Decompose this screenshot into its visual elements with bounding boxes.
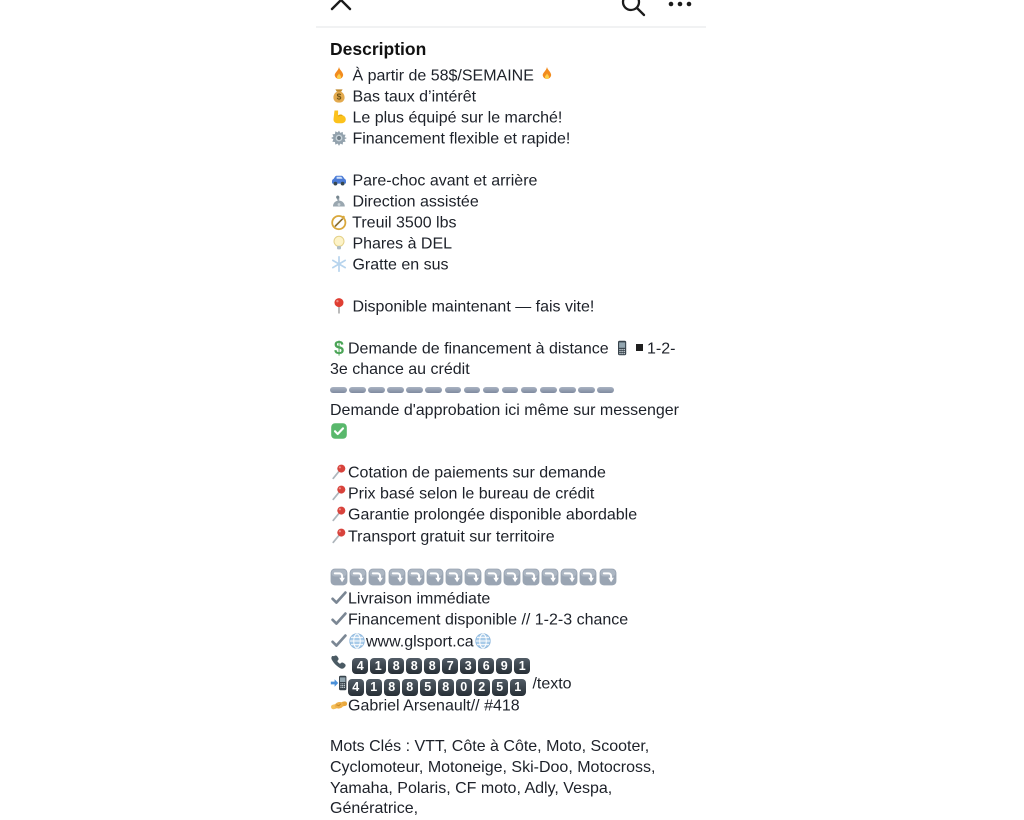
- description-text: Gratte en sus: [348, 256, 449, 274]
- keycap-digit: 9: [496, 658, 512, 675]
- mechanical-arm-icon: [330, 192, 348, 210]
- arrow-curving-down-icon: [503, 568, 521, 586]
- arrow-curving-down-icon: [599, 568, 617, 586]
- description-text: www.glsport.ca: [366, 633, 474, 651]
- pushpin-icon: [330, 484, 348, 502]
- check-mark-icon: [330, 589, 348, 607]
- pushpin-icon: [330, 505, 348, 523]
- heavy-minus-icon: [406, 387, 423, 393]
- description-line: [330, 171, 692, 192]
- flexed-biceps-icon: [330, 108, 348, 126]
- description-text: Transport gratuit sur territoire: [348, 528, 555, 546]
- description-text: Cotation de paiements sur demande: [348, 464, 606, 482]
- description-text: Demande de financement à distance: [348, 340, 614, 358]
- description-text: Garantie prolongée disponible abordable: [348, 506, 638, 524]
- blank-line: [330, 443, 692, 464]
- search-icon[interactable]: [620, 0, 647, 23]
- globe-icon: [348, 632, 366, 650]
- description-text: Treuil 3500 lbs: [348, 214, 457, 232]
- description-line: [330, 527, 692, 548]
- pushpin-icon: [330, 527, 348, 545]
- heavy-dollar-icon: [330, 339, 348, 357]
- keycap-digit: 8: [438, 679, 454, 696]
- arrow-curving-down-icon: [541, 568, 559, 586]
- keycap-digit: 8: [406, 658, 422, 675]
- description-line: [330, 484, 692, 505]
- telephone-receiver-icon: [330, 653, 348, 671]
- description-line: [330, 339, 692, 381]
- keycap-digit: 1: [510, 679, 526, 696]
- description-text: Livraison immédiate: [348, 590, 491, 608]
- arrow-curving-down-icon: [579, 568, 597, 586]
- keycap-digit: 3: [460, 658, 476, 675]
- arrow-curving-down-icon: [330, 568, 348, 586]
- arrow-curving-down-icon: [388, 568, 406, 586]
- heavy-minus-icon: [464, 387, 481, 393]
- blank-line: [330, 717, 692, 738]
- heavy-minus-icon: [483, 387, 500, 393]
- heavy-minus-icon: [578, 387, 595, 393]
- keycap-digit: 5: [420, 679, 436, 696]
- description-line: [330, 568, 692, 589]
- description-text: Bas taux d’intérêt: [348, 88, 477, 106]
- description-text: À partir de 58$/SEMAINE: [348, 67, 539, 85]
- description-line: [330, 610, 692, 631]
- description-line: [330, 192, 692, 213]
- description-text: 1-2-3e chance au crédit: [330, 340, 676, 378]
- description-line: [330, 589, 692, 610]
- description-text: Gabriel Arsenault// #418: [348, 697, 520, 715]
- description-line: [330, 632, 692, 653]
- check-mark-button-icon: [330, 422, 348, 440]
- description-line: [330, 505, 692, 526]
- heavy-minus-icon: [349, 387, 366, 393]
- arrow-curving-down-icon: [464, 568, 482, 586]
- topbar-divider: [316, 26, 706, 28]
- keycap-digit: 1: [366, 679, 382, 696]
- compass-icon: [330, 213, 348, 231]
- keycap-digit: 4: [352, 658, 368, 675]
- arrow-curving-down-icon: [445, 568, 463, 586]
- heavy-minus-icon: [425, 387, 442, 393]
- heavy-minus-icon: [559, 387, 576, 393]
- heavy-minus-icon: [540, 387, 557, 393]
- check-mark-icon: [330, 610, 348, 628]
- heavy-minus-icon: [445, 387, 462, 393]
- mobile-phone-arrow-icon: [330, 674, 348, 692]
- description-section: [316, 28, 706, 820]
- keycap-digit: 7: [442, 658, 458, 675]
- description-text: Direction assistée: [348, 193, 479, 211]
- globe-icon: [474, 632, 492, 650]
- section-title: Description: [330, 39, 427, 59]
- description-line: [330, 66, 692, 87]
- heavy-minus-icon: [521, 387, 538, 393]
- keycap-digit: 8: [424, 658, 440, 675]
- heavy-minus-icon: [368, 387, 385, 393]
- handshake-icon: [330, 696, 348, 714]
- description-text: Le plus équipé sur le marché!: [348, 109, 563, 127]
- car-icon: [330, 171, 348, 189]
- more-options-icon[interactable]: [667, 0, 693, 14]
- description-text: Financement flexible et rapide!: [348, 130, 571, 148]
- keycap-digit: 8: [402, 679, 418, 696]
- description-text: Disponible maintenant — fais vite!: [348, 298, 595, 316]
- keycap-digit: 1: [370, 658, 386, 675]
- description-line: [330, 87, 692, 108]
- keycap-digit: 8: [384, 679, 400, 696]
- blank-line: [330, 318, 692, 339]
- description-line: [330, 255, 692, 276]
- mobile-phone-icon: [613, 339, 631, 357]
- heavy-minus-icon: [502, 387, 519, 393]
- description-line: [330, 737, 692, 819]
- blank-line: [330, 548, 692, 569]
- description-line: [330, 213, 692, 234]
- description-body: [330, 66, 692, 820]
- fire-icon: [330, 66, 348, 84]
- keycap-digit: 5: [492, 679, 508, 696]
- description-text: /texto: [528, 675, 572, 693]
- keycap-digit: 6: [478, 658, 494, 675]
- gear-icon: [330, 129, 348, 147]
- small-black-square-icon: [636, 344, 643, 351]
- description-text: Phares à DEL: [348, 235, 453, 253]
- description-text: Mots Clés : VTT, Côte à Côte, Moto, Scooter, Cyclomoteur, Motoneige, Ski-Doo, Motocross, Yamaha, Polaris, CF moto, Adly, Vespa, Génératrice,: [330, 738, 656, 818]
- check-mark-icon: [330, 632, 348, 650]
- description-text: Prix basé selon le bureau de crédit: [348, 485, 595, 503]
- arrow-curving-down-icon: [484, 568, 502, 586]
- money-bag-icon: [330, 87, 348, 105]
- keycap-digit: 8: [388, 658, 404, 675]
- description-line: [330, 401, 692, 443]
- description-line: [330, 674, 692, 696]
- topbar: [316, 0, 706, 28]
- arrow-curving-down-icon: [560, 568, 578, 586]
- description-line: [330, 234, 692, 255]
- description-text: Pare-choc avant et arrière: [348, 172, 538, 190]
- keycap-digit: 0: [456, 679, 472, 696]
- description-line: [330, 653, 692, 675]
- arrow-curving-down-icon: [522, 568, 540, 586]
- light-bulb-icon: [330, 234, 348, 252]
- keycap-digit: 1: [514, 658, 530, 675]
- arrow-curving-down-icon: [368, 568, 386, 586]
- blank-line: [330, 150, 692, 171]
- description-text: Financement disponible // 1-2-3 chance: [348, 611, 629, 629]
- fire-icon: [538, 66, 556, 84]
- description-line: [330, 129, 692, 150]
- svg-text:$: $: [333, 338, 345, 357]
- arrow-curving-down-icon: [349, 568, 367, 586]
- round-pushpin-icon: [330, 297, 348, 315]
- blank-line: [330, 276, 692, 297]
- heavy-minus-icon: [330, 387, 347, 393]
- pushpin-icon: [330, 463, 348, 481]
- arrow-curving-down-icon: [407, 568, 425, 586]
- phone-screen: [316, 0, 706, 818]
- description-line: [330, 297, 692, 318]
- close-icon[interactable]: [328, 0, 354, 18]
- snowflake-icon: [330, 255, 348, 273]
- description-line: [330, 696, 692, 717]
- svg-text:$: $: [336, 91, 342, 102]
- heavy-minus-icon: [387, 387, 404, 393]
- description-text: Demande d'approbation ici même sur messenger: [330, 402, 680, 419]
- keycap-digit: 2: [474, 679, 490, 696]
- heavy-minus-icon: [597, 387, 614, 393]
- description-line: [330, 380, 692, 401]
- arrow-curving-down-icon: [426, 568, 444, 586]
- keycap-digit: 4: [348, 679, 364, 696]
- description-line: [330, 108, 692, 129]
- description-line: [330, 463, 692, 484]
